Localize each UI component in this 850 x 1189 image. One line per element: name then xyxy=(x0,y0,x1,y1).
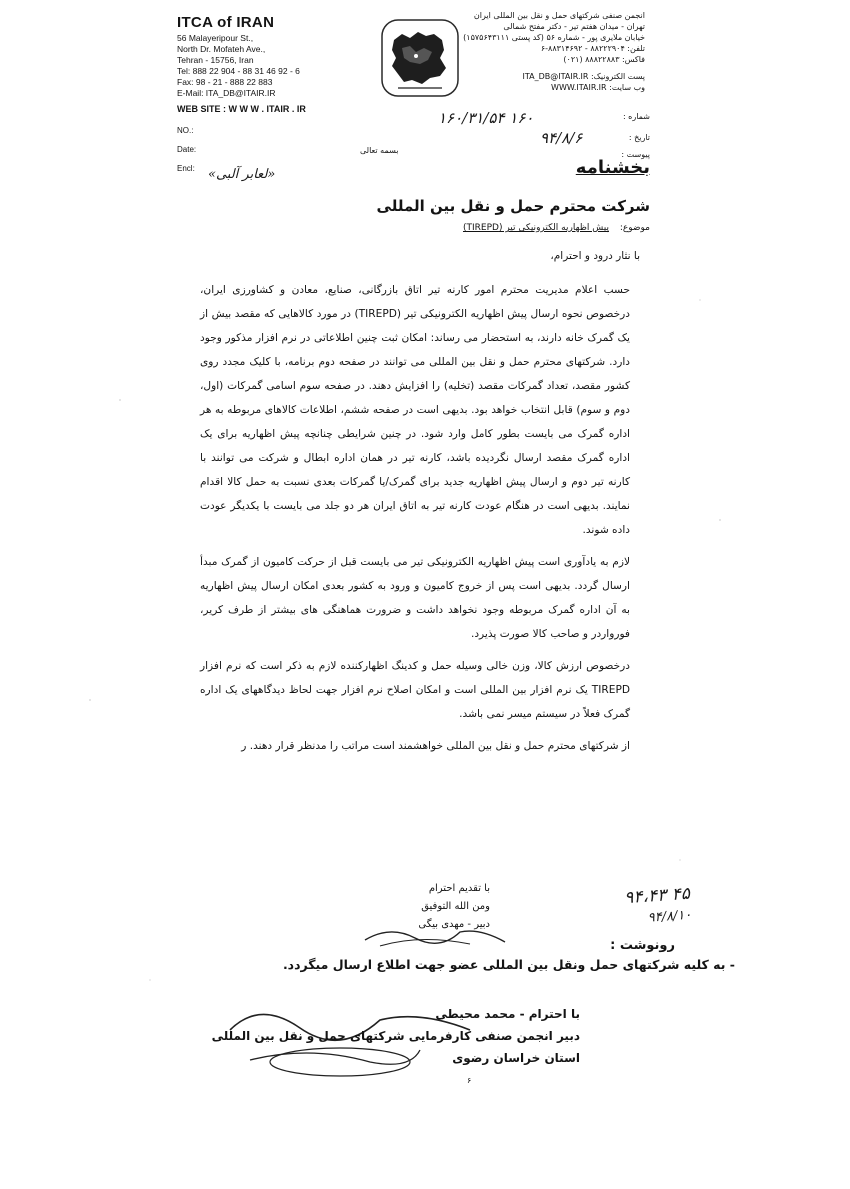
address-block-en xyxy=(177,33,300,99)
body-paragraph: حسب اعلام مدیریت محترم امور کارنه تیر اتاق بازرگانی، صنایع، معادن و کشاورزی ایران، درخصوص نحوه ارسال پیش اظهاریه الکترونیکی تیر (TIREPD) در مورد کالاهایی که مقصد بیش از یک گمرک خانه دارند، به استحضار می رساند: امکان ثبت چنین اطلاعاتی در نرم افزار مذکور وجود دارد. شرکتهای محترم حمل و نقل بین المللی می توانند در صفحه دوم برنامه، با کلیک مجدد روی کشور مقصد، تعداد گمرکات مقصد (تخلیه) را افزایش دهند. در صفحه سوم اسامی گمرکات (اول، دوم و سوم) قابل انتخاب خواهد بود. بدیهی است در صفحه ششم، اطلاعات کالاهای مربوطه به هر اداره گمرک می بایست بطور کامل وارد شود. در چنین شرایطی چنانچه پیش اظهاریه برای یک اداره گمرک مقصد ارسال نگردیده باشد، کارنه تیر در همان اداره ابطال و شرکت می توانند با کارنه تیر دوم و ارسال پیش اظهاریه جدید برای گمرک/یا گمرکات بعدی نسبت به حمل کالا اقدام نمایند. بدیهی است در هنگام عودت کارنه تیر به اتاق ایران هر دو جلد می بایست با یکدیگر عودت داده شوند. xyxy=(200,284,630,536)
signature-block xyxy=(211,1003,580,1069)
closing-line: با تقدیم احترام xyxy=(428,883,490,894)
body-paragraph: از شرکتهای محترم حمل و نقل بین المللی خواهشمند است مراتب را مدنظر قرار دهند. ر xyxy=(241,740,630,752)
subject-label: موضوع: xyxy=(619,223,650,233)
fax-line: Fax: 98 - 21 - 888 22 883 xyxy=(177,77,273,87)
address-line: North Dr. Mofateh Ave., xyxy=(177,44,266,54)
number-label: NO.: xyxy=(177,126,194,135)
handwritten-ref-number: ۹۴،۴۳ ۴۵ xyxy=(623,883,691,909)
bismillah: بسمه تعالی xyxy=(360,146,399,155)
org-name-en: ITCA of IRAN xyxy=(177,14,275,31)
handwritten-attention: «لعابر آلبی» xyxy=(208,167,276,182)
signature-name: با احترام - محمد محیطی xyxy=(435,1007,580,1021)
org-name-fa: انجمن صنفی شرکتهای حمل و نقل بین المللی ایران xyxy=(473,11,645,20)
letter-body xyxy=(200,278,630,766)
enclosure-label: Encl: xyxy=(177,164,195,173)
handwritten-ref-date: ۹۴/۸/۱۰ xyxy=(647,907,692,926)
cc-title: رونوشت : xyxy=(610,938,675,953)
phone-line-fa: تلفن: ۸۸۲۲۲۹۰۴ - ۸۸۳۱۴۶۹۲-۶ xyxy=(540,44,645,53)
cc-text: - به کلیه شرکتهای حمل ونقل بین المللی عضو جهت اطلاع ارسال میگردد. xyxy=(282,957,735,972)
recipient: شرکت محترم حمل و نقل بین المللی xyxy=(376,197,650,215)
phone-line: Tel: 888 22 904 - 88 31 46 92 - 6 xyxy=(177,66,300,76)
date-label-fa: تاریخ : xyxy=(628,133,650,142)
email-line: E-Mail: ITA_DB@ITAIR.IR xyxy=(177,88,276,98)
handwritten-reference xyxy=(624,883,693,931)
subject-row xyxy=(463,223,650,233)
page-mark: ۶ xyxy=(467,1076,472,1085)
date-label: Date: xyxy=(177,145,197,154)
handwritten-date: ۹۴/۸/۶ xyxy=(540,129,583,147)
body-paragraph: درخصوص ارزش کالا، وزن خالی وسیله حمل و کدینگ اظهارکننده لازم به ذکر است که نرم افزار TIREPD یک نرم افزار بین المللی است و امکان اصلاح نرم افزار جهت لحاظ دیدگاههای یک اداره گمرک فعلاً در سیستم میسر نمی باشد. xyxy=(200,660,630,720)
website-line: WEB SITE : W W W . ITAIR . IR xyxy=(177,104,306,114)
address-line: Tehran - 15756, Iran xyxy=(177,55,254,65)
closing-line: ومن الله التوفیق xyxy=(421,901,490,912)
number-label-fa: شماره : xyxy=(622,112,650,121)
handwritten-number: ۱۶۰/۳۱/۵۴ ۱۶۰ xyxy=(438,109,534,127)
subject-text: پیش اظهاریه الکترونیکی تیر (TIREPD) xyxy=(462,223,609,233)
address-line-fa: خیابان ملایری پور - شماره ۵۶ (کد پستی ۱۵۷۵۶۴۳۱۱۱) xyxy=(463,33,645,42)
closing-line: دبیر - مهدی بیگی xyxy=(418,919,490,930)
signature-province: استان خراسان رضوی xyxy=(452,1051,580,1065)
address-block-fa xyxy=(405,10,645,93)
signature-scribble-icon xyxy=(360,920,510,950)
document-type: بخشنامه xyxy=(575,157,650,178)
website-line-fa: وب سایت: WWW.ITAIR.IR xyxy=(551,83,645,92)
fax-line-fa: فاکس: ۸۸۸۲۲۸۸۳ (۰۲۱) xyxy=(563,55,645,64)
address-line: 56 Malayeripour St., xyxy=(177,33,254,43)
body-paragraph: لازم به یادآوری است پیش اظهاریه الکترونیکی تیر می بایست قبل از حرکت کامیون از گمرک مبدأ ارسال گردد. بدیهی است پس از خروج کامیون و ورود به کشور بعدی امکان ارسال پیش اظهاریه به آن اداره گمرک مربوطه وجود نخواهد داشت و ضرورت هماهنگی های بیشتر از طرف کریر، فورواردر و صاحب کالا صورت پذیرد. xyxy=(200,556,630,640)
email-line-fa: پست الکترونیک: ITA_DB@ITAIR.IR xyxy=(522,72,645,81)
signature-title: دبیر انجمن صنفی کارفرمایی شرکتهای حمل و نقل بین المللی xyxy=(211,1029,580,1043)
address-line-fa: تهران - میدان هفتم تیر - دکتر مفتح شمالی xyxy=(503,22,645,31)
greeting: با نثار درود و احترام، xyxy=(550,250,640,262)
enclosure-label-fa: پیوست : xyxy=(621,150,650,159)
